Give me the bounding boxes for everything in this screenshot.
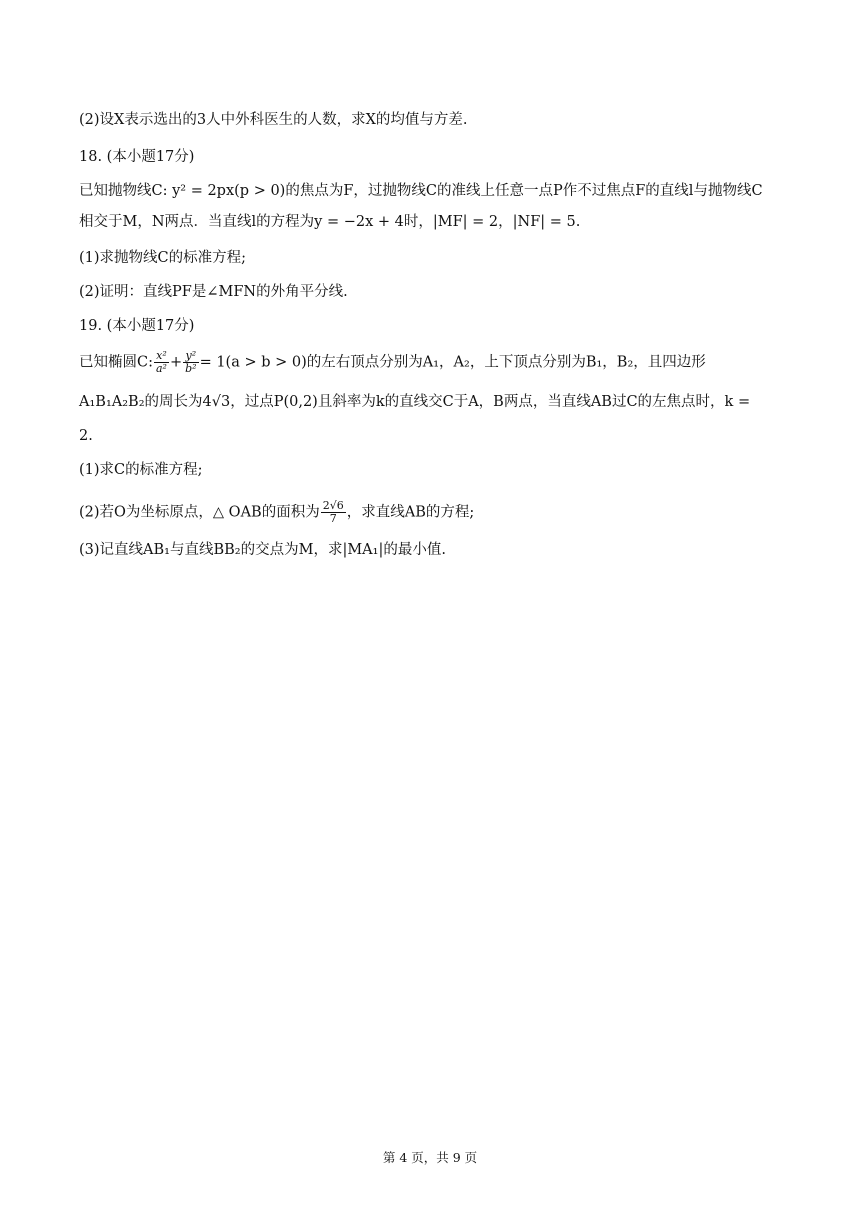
fraction-denominator: b² [185, 362, 197, 375]
q19-header: 19. (本小题17分) [79, 318, 195, 334]
q18-header: 18. (本小题17分) [79, 149, 195, 165]
q19-stem-line3: 2. [79, 428, 93, 444]
fraction-numerator: x² [154, 350, 169, 363]
fraction-numerator: y² [183, 350, 198, 363]
page-footer: 第 4 页，共 9 页 [382, 1150, 478, 1165]
q19-stem-line1-post: = 1(a > b > 0)的左右顶点分别为A₁，A₂，上下顶点分别为B₁，B₂，且四边形 [199, 354, 706, 371]
fraction-area [321, 500, 346, 525]
q18-part2: (2)证明：直线PF是∠MFN的外角平分线. [79, 284, 348, 300]
q18-stem-line1: 已知抛物线C: y² = 2px(p > 0)的焦点为F，过抛物线C的准线上任意一点P作不过焦点F的直线l与抛物线C [79, 183, 763, 199]
q19-stem-line2: A₁B₁A₂B₂的周长为4√3，过点P(0,2)且斜率为k的直线交C于A，B两点，当直线AB过C的左焦点时，k = [79, 394, 751, 410]
q19-part1: (1)求C的标准方程; [79, 462, 203, 478]
fraction-x2-a2 [154, 350, 169, 375]
fraction-denominator: a² [155, 362, 167, 375]
q19-part3: (3)记直线AB₁与直线BB₂的交点为M，求|MA₁|的最小值. [79, 542, 446, 558]
fraction-y2-b2 [183, 350, 198, 375]
q18-stem-line2: 相交于M，N两点．当直线l的方程为y = −2x + 4时，|MF| = 2，|NF| = 5. [79, 214, 581, 230]
q19-stem-line1 [79, 350, 784, 375]
fraction-numerator: 2√6 [322, 499, 344, 512]
fraction-denominator: 7 [329, 512, 337, 525]
q19-part2 [79, 500, 784, 525]
q19-stem-line1-pre: 已知椭圆C: [79, 354, 153, 371]
q18-part1: (1)求抛物线C的标准方程; [79, 250, 247, 266]
q19-part2-post: ，求直线AB的方程; [346, 504, 475, 521]
q19-part2-pre: (2)若O为坐标原点，△ OAB的面积为 [79, 504, 320, 521]
plus-sign: + [169, 354, 183, 371]
q17-part2: (2)设X表示选出的3人中外科医生的人数，求X的均值与方差. [79, 112, 468, 128]
